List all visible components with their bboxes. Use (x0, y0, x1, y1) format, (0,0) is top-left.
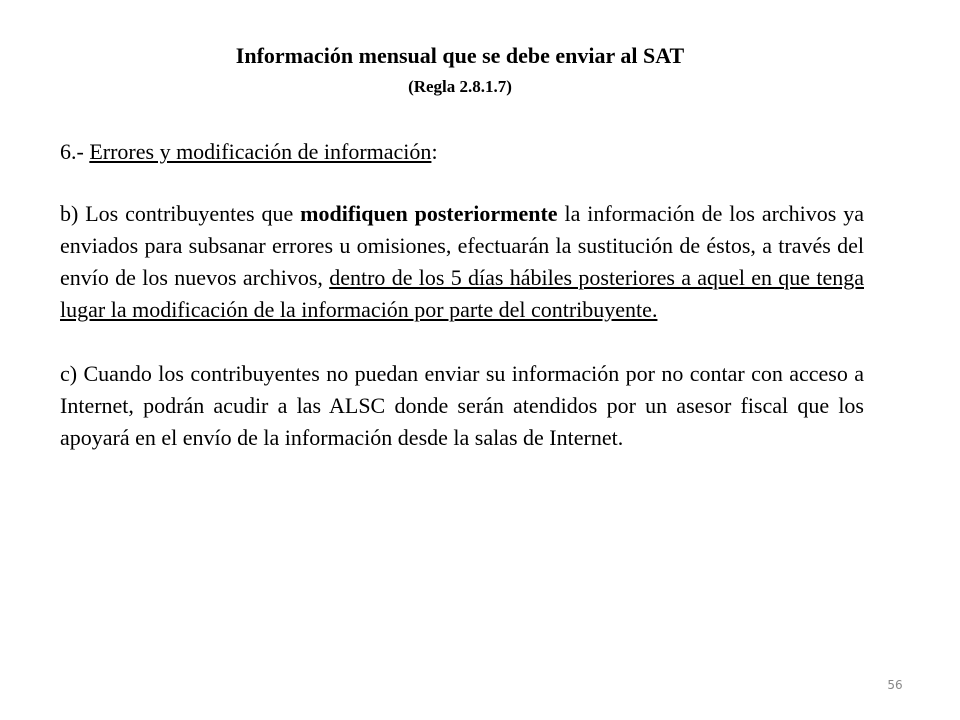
paragraph-b-intro: b) Los contribuyentes que (60, 201, 301, 226)
section-heading-suffix: : (431, 139, 438, 164)
paragraph-c: c) Cuando los contribuyentes no puedan enviar su información por no contar con acceso a Internet, podrán acudir a las ALSC donde serán atendidos por un asesor fiscal que los apoyará en el envío de la información desde la salas de Internet. (60, 361, 864, 450)
document-title: Información mensual que se debe enviar al SAT (235, 43, 685, 68)
paragraph-b (60, 198, 864, 326)
section-heading (60, 136, 864, 168)
document-body (60, 136, 864, 486)
page-number: 56 (887, 678, 903, 692)
section-heading-text: Errores y modificación de información (89, 139, 432, 164)
document-subtitle: (Regla 2.8.1.7) (408, 77, 512, 96)
paragraph-b-underlined: dentro de los 5 días hábiles posteriores a aquel en que tenga lugar la modificación de la información por parte del contribuyente. (60, 265, 864, 322)
paragraph-b-middle: la información de los archivos ya enviados para subsanar errores u omisiones, efectuarán la sustitución de éstos, a través del envío de los nuevos archivos, (60, 201, 865, 290)
section-number: 6.- (60, 139, 90, 164)
paragraph-b-emphasis: modifiquen posteriormente (300, 201, 558, 226)
